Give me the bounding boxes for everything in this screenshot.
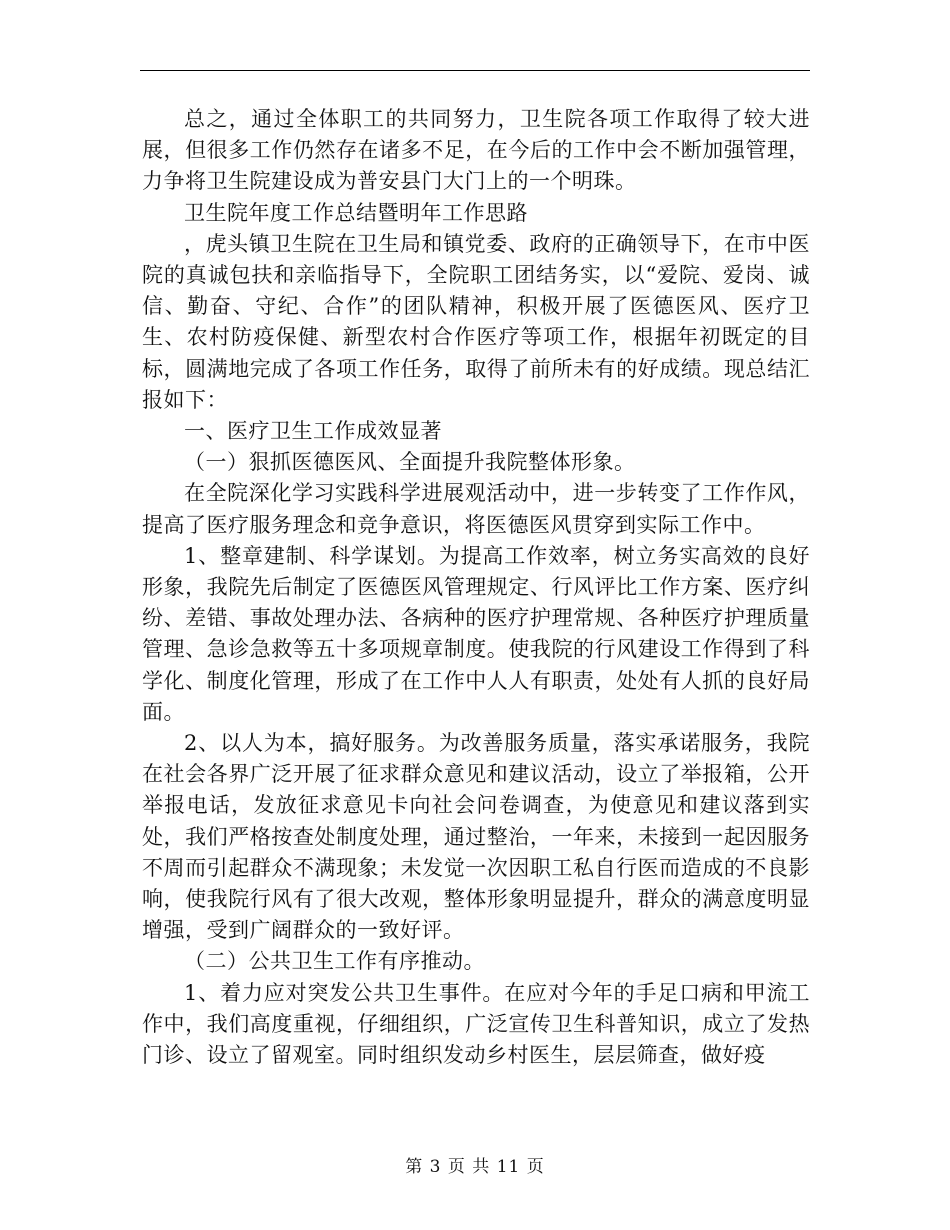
section-title: 卫生院年度工作总结暨明年工作思路 <box>184 200 528 225</box>
paragraph-conclusion: 总之，通过全体职工的共同努力，卫生院各项工作取得了较大进展，但很多工作仍然存在诸多不足，在今后的工作中会不断加强管理，力争将卫生院建设成为普安县门大门上的一个明珠。 <box>142 107 810 194</box>
page-number: 第 3 页 共 11 页 <box>405 1157 545 1177</box>
paragraph-public-health: 1、着力应对突发公共卫生事件。在应对今年的手足口病和甲流工作中，我们高度重视，仔细组织，广泛宣传卫生科普知识，成立了发热门诊、设立了留观室。同时组织发动乡村医生，层层筛查，做好疫 <box>142 980 810 1068</box>
paragraph-service: 2、以人为本，搞好服务。为改善服务质量，落实承诺服务，我院在社会各界广泛开展了征求群众意见和建议活动，设立了举报箱，公开举报电话，发放征求意见卡向社会问卷调查，为使意见和建议落到实处，我们严格按查处制度处理，通过整治，一年来，未接到一起因服务不周而引起群众不满现象；未发觉一次因职工私自行医而造成的不良影响，使我院行风有了很大改观，整体形象明显提升，群众的满意度明显增强，受到广阔群众的一致好评。 <box>142 731 810 943</box>
paragraph-intro: ，虎头镇卫生院在卫生局和镇党委、政府的正确领导下，在市中医院的真诚包扶和亲临指导下，全院职工团结务实，以“爱院、爱岗、诚信、勤奋、守纪、合作”的团队精神，积极开展了医德医风、医疗卫生、农村防疫保健、新型农村合作医疗等项工作，根据年初既定的目标，圆满地完成了各项工作任务，取得了前所未有的好成绩。现总结汇报如下： <box>142 231 810 412</box>
heading-1: 一、医疗卫生工作成效显著 <box>184 419 442 444</box>
paragraph-rules: 1、整章建制、科学谋划。为提高工作效率，树立务实高效的良好形象，我院先后制定了医德医风管理规定、行风评比工作方案、医疗纠纷、差错、事故处理办法、各病种的医疗护理常规、各种医疗护理质量管理、急诊急救等五十多项规章制度。使我院的行风建设工作得到了科学化、制度化管理，形成了在工作中人人有职责，处处有人抓的良好局面。 <box>142 543 810 724</box>
document-body <box>142 104 810 1071</box>
paragraph-ethics: 在全院深化学习实践科学进展观活动中，进一步转变了工作作风，提高了医疗服务理念和竞争意识，将医德医风贯穿到实际工作中。 <box>142 481 810 537</box>
header-rule <box>140 70 810 71</box>
subheading-1: （一）狠抓医德医风、全面提升我院整体形象。 <box>184 450 636 475</box>
subheading-2: （二）公共卫生工作有序推动。 <box>184 949 485 974</box>
